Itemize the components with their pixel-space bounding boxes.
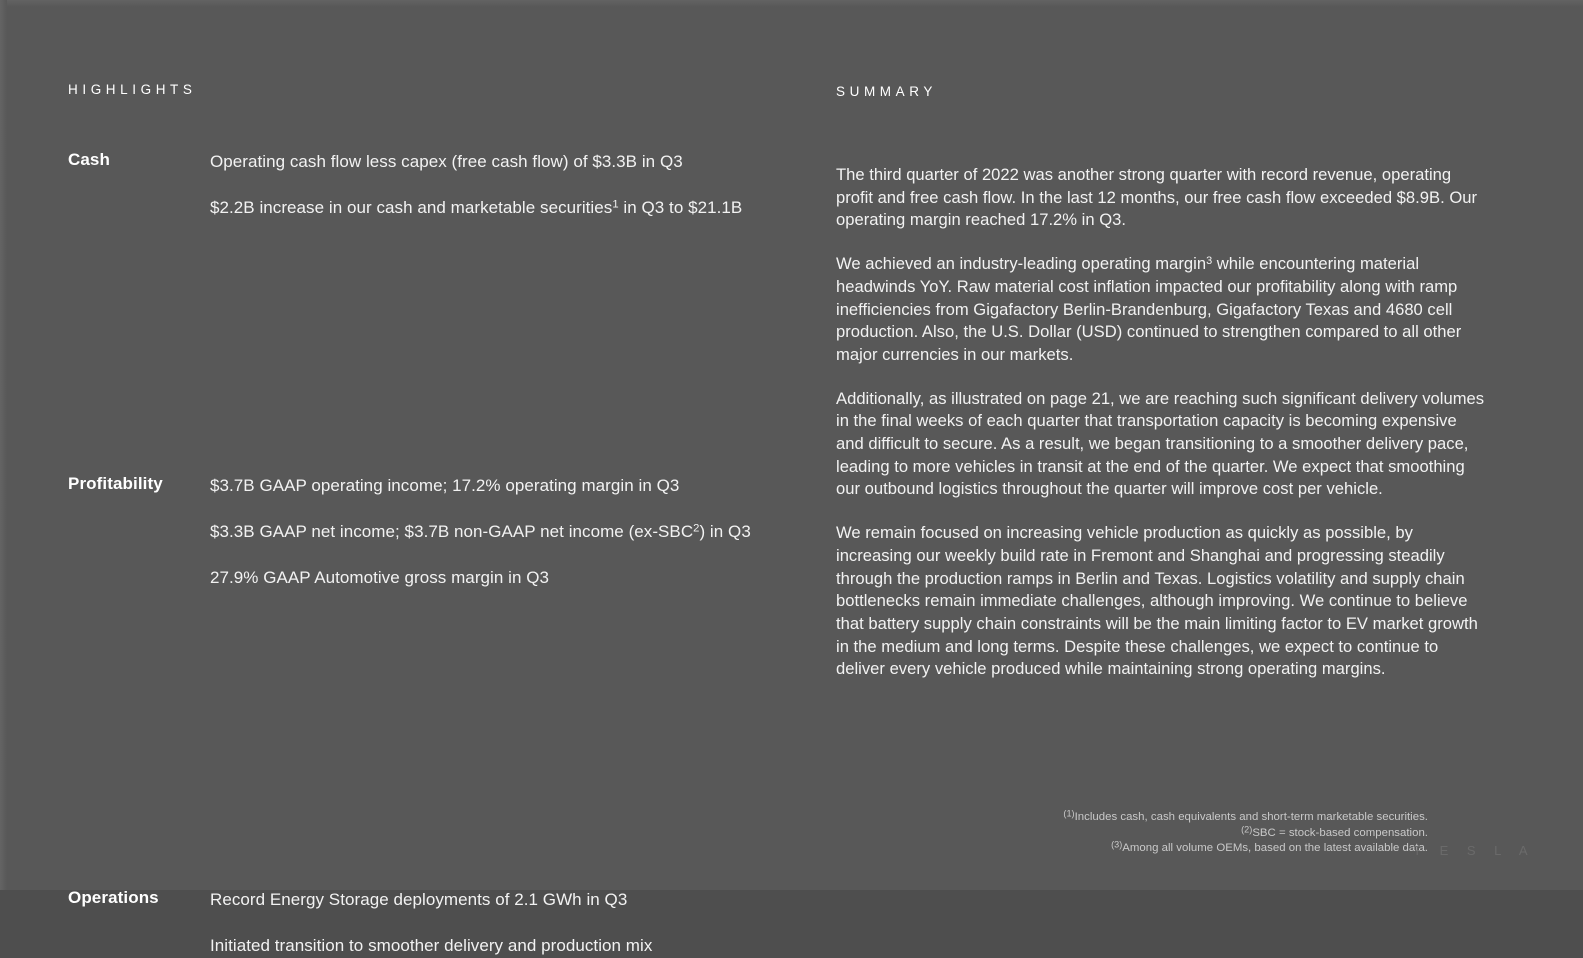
highlight-group-label-cash: Cash (68, 150, 110, 169)
summary-section-header: SUMMARY (836, 84, 937, 99)
summary-column (836, 164, 1488, 681)
highlight-item: Initiated transition to smoother delivery and production mix (210, 936, 653, 955)
highlight-item: 27.9% GAAP Automotive gross margin in Q3 (210, 568, 550, 587)
highlight-item: Operating cash flow less capex (free cash flow) of $3.3B in Q3 (210, 152, 683, 171)
top-edge-highlight (0, 0, 1583, 7)
highlight-item: Record Energy Storage deployments of 2.1 GWh in Q3 (210, 890, 628, 909)
footnote (728, 841, 1428, 857)
footnote-marker: (3) (1111, 839, 1123, 850)
summary-paragraph: Additionally, as illustrated on page 21, we are reaching such significant delivery volumes in the final weeks of each quarter that transportation capacity is becoming expensive and difficult to secure. As a result, we began transitioning to a smoother delivery pace, leading to more vehicles in transit at the end of the quarter. We expect that smoothing our outbound logistics throughout the quarter will improve cost per vehicle. (836, 388, 1485, 499)
footnote-text: SBC = stock-based compensation. (1252, 826, 1428, 839)
summary-paragraph: The third quarter of 2022 was another strong quarter with record revenue, operating profit and free cash flow. In the last 12 months, our free cash flow exceeded $8.9B. Our operating margin reached 17.2% in Q3. (836, 165, 1478, 230)
highlight-group-label-operations: Operations (68, 888, 159, 907)
footnote-text: Includes cash, cash equivalents and short-term marketable securities. (1074, 811, 1428, 824)
footnote-marker: (2) (1241, 824, 1253, 835)
left-edge-highlight (0, 0, 7, 890)
tesla-wordmark-logo: T E S L A (1413, 843, 1535, 858)
highlight-group-operations (68, 888, 808, 958)
highlight-group-label-profitability: Profitability (68, 474, 163, 493)
summary-paragraph: We remain focused on increasing vehicle production as quickly as possible, by increasing our weekly build rate in Fremont and Shanghai and progressing steadily through the production ramps in Berlin and Texas. Logistics volatility and supply chain bottlenecks remain immediate challenges, although improving. We continue to believe that battery supply chain constraints will be the main limiting factor to EV market growth in the medium and long terms. Despite these challenges, we expect to continue to deliver every vehicle produced while maintaining strong operating margins. (836, 523, 1478, 679)
highlights-section-header: HIGHLIGHTS (68, 82, 197, 97)
highlight-item: $3.3B GAAP net income; $3.7B non-GAAP net income (ex-SBC$^2$) in Q3 (210, 522, 751, 541)
summary-paragraph: We achieved an industry-leading operating margin$^3$ while encountering material headwinds YoY. Raw material cost inflation impacted our profitability along with ramp inefficiencies from Gigafactory Berlin-Brandenburg, Gigafactory Texas and 4680 cell production. Also, the U.S. Dollar (USD) continued to strengthen compared to all other major currencies in our markets. (836, 254, 1462, 364)
highlight-group-cash (68, 150, 808, 220)
highlight-group-profitability (68, 474, 808, 590)
highlight-item: $3.7B GAAP operating income; 17.2% operating margin in Q3 (210, 476, 680, 495)
highlight-items-profitability (210, 474, 808, 590)
footnote (728, 826, 1428, 842)
highlight-item: $2.2B increase in our cash and marketable securities$^1$ in Q3 to $21.1B (210, 198, 743, 217)
footnote-marker: (1) (1063, 808, 1075, 819)
footnote-text: Among all volume OEMs, based on the latest available data. (1122, 842, 1428, 855)
footnote (728, 810, 1428, 826)
highlight-items-operations (210, 888, 808, 958)
footnotes (728, 810, 1428, 857)
highlight-items-cash (210, 150, 808, 220)
highlights-column (68, 150, 808, 955)
